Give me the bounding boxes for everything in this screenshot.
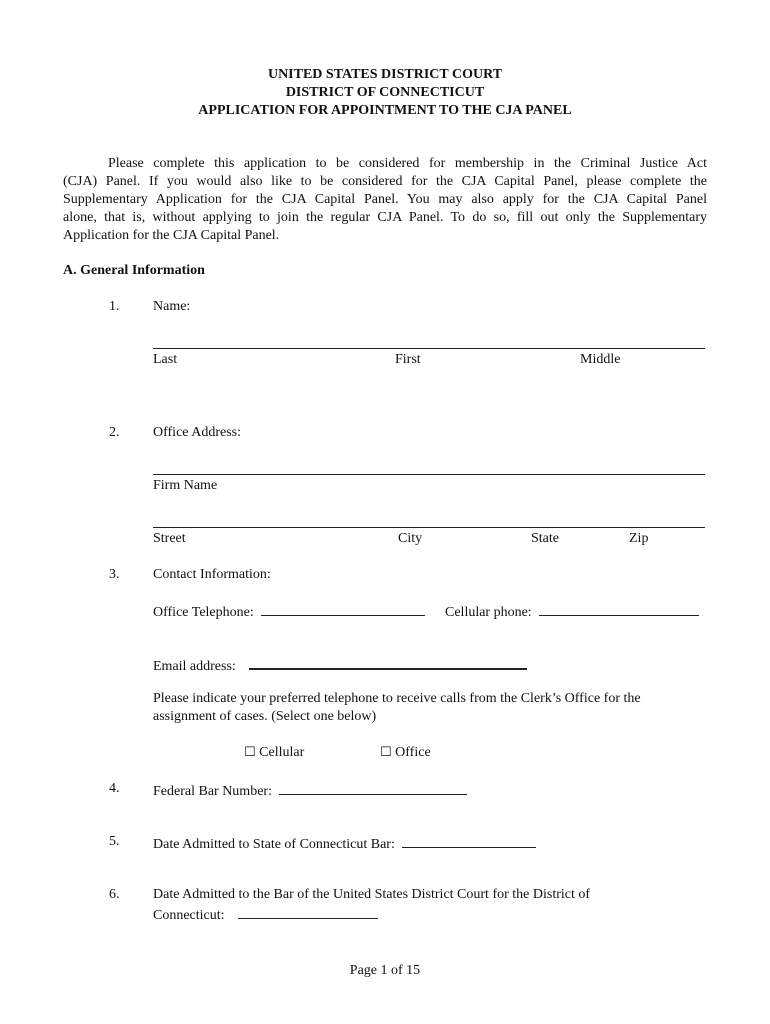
federal-bar-row	[153, 780, 467, 801]
preferred-phone-instruction: Please indicate your preferred telephone to receive calls from the Clerk’s Office for the	[153, 691, 641, 706]
federal-bar-field[interactable]	[279, 780, 467, 795]
intro-line: alone, that is, without applying to join the regular CJA Panel. To do so, fill out only the Supplementary	[63, 210, 707, 225]
checkbox-icon[interactable]: ☐	[380, 745, 392, 760]
cellular-option[interactable]	[244, 744, 304, 762]
federal-bar-label: Federal Bar Number:	[153, 784, 272, 799]
state-bar-date-field[interactable]	[402, 833, 536, 848]
page-number: Page 1 of 15	[349, 963, 421, 978]
item-number: 1.	[109, 299, 120, 314]
state-bar-row	[153, 833, 536, 854]
firm-name-field[interactable]	[153, 474, 705, 475]
document-title: APPLICATION FOR APPOINTMENT TO THE CJA PANEL	[198, 103, 572, 118]
district-bar-label: Date Admitted to the Bar of the United States District Court for the District of	[153, 887, 591, 902]
cellular-phone-label: Cellular phone:	[445, 605, 532, 620]
middle-name-caption: Middle	[580, 352, 621, 367]
item-number: 6.	[109, 887, 120, 902]
state-caption: State	[531, 531, 559, 546]
office-telephone-field[interactable]	[261, 601, 425, 616]
city-caption: City	[398, 531, 423, 546]
item-number: 5.	[109, 834, 120, 849]
district-bar-date-field[interactable]	[238, 904, 378, 919]
street-caption: Street	[153, 531, 186, 546]
zip-caption: Zip	[629, 531, 649, 546]
name-field[interactable]	[153, 348, 705, 349]
contact-information-label: Contact Information:	[153, 567, 271, 582]
office-option[interactable]	[380, 744, 431, 762]
office-telephone-row	[153, 601, 425, 622]
intro-line: Application for the CJA Capital Panel.	[63, 228, 280, 243]
email-row	[153, 654, 527, 676]
office-address-label: Office Address:	[153, 425, 241, 440]
first-name-caption: First	[395, 352, 421, 367]
email-address-field[interactable]	[249, 654, 527, 670]
intro-paragraph	[63, 155, 707, 245]
intro-line: (CJA) Panel. If you would also like to be considered for the CJA Capital Panel, please complete the	[63, 174, 707, 189]
item-number: 4.	[109, 781, 120, 796]
section-a-heading: A. General Information	[63, 263, 205, 278]
item-number: 2.	[109, 425, 120, 440]
cellular-phone-field[interactable]	[539, 601, 699, 616]
name-label: Name:	[153, 299, 191, 314]
email-address-label: Email address:	[153, 659, 236, 674]
street-address-field[interactable]	[153, 527, 705, 528]
state-bar-label: Date Admitted to State of Connecticut Bar:	[153, 837, 395, 852]
last-name-caption: Last	[153, 352, 178, 367]
item-number: 3.	[109, 567, 120, 582]
cellular-phone-row	[445, 601, 699, 622]
district-bar-row	[153, 904, 378, 925]
intro-line: Please complete this application to be considered for membership in the Criminal Justice Act	[108, 156, 707, 171]
checkbox-icon[interactable]: ☐	[244, 745, 256, 760]
cellular-option-label: Cellular	[259, 745, 305, 760]
district-name: DISTRICT OF CONNECTICUT	[285, 85, 485, 100]
district-bar-label-cont: Connecticut:	[153, 908, 225, 923]
preferred-phone-instruction: assignment of cases. (Select one below)	[153, 709, 377, 724]
office-option-label: Office	[395, 745, 431, 760]
firm-name-caption: Firm Name	[153, 478, 218, 493]
office-telephone-label: Office Telephone:	[153, 605, 254, 620]
intro-line: Supplementary Application for the CJA Capital Panel. You may also apply for the CJA Capital Panel	[63, 192, 707, 207]
court-name: UNITED STATES DISTRICT COURT	[267, 67, 503, 82]
